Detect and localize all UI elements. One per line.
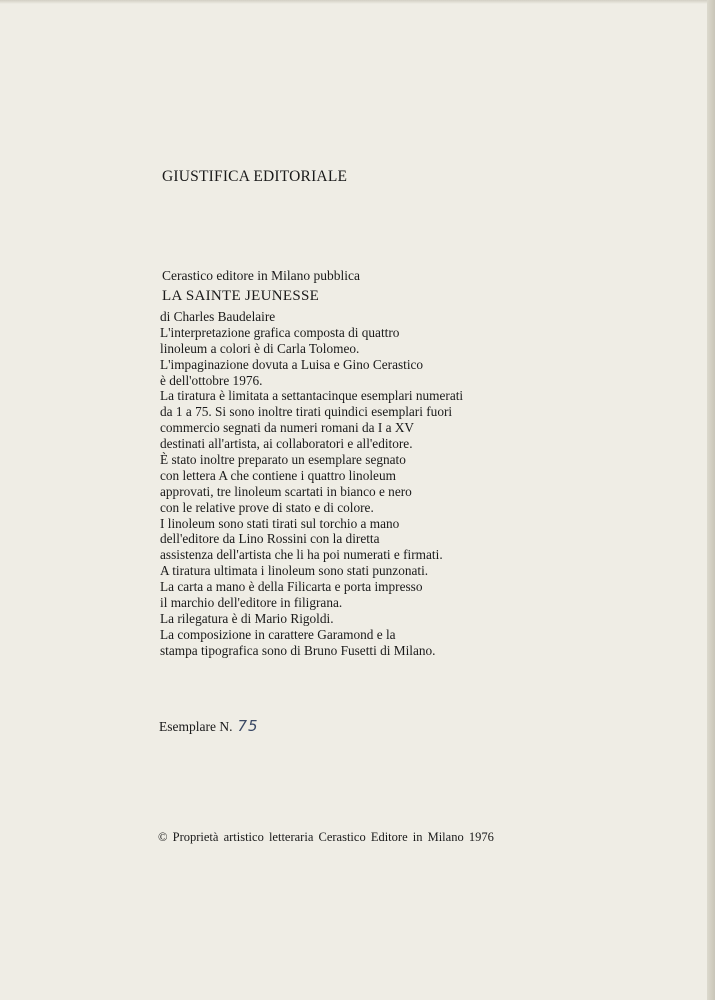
copy-number-line xyxy=(159,717,259,735)
body-line: L'impaginazione dovuta a Luisa e Gino Cerastico xyxy=(160,356,424,372)
body-line: approvati, tre linoleum scartati in bianco e nero xyxy=(160,483,412,499)
page-right-edge xyxy=(707,0,715,1000)
body-line: La carta a mano è della Filicarta e porta impresso xyxy=(160,579,423,595)
body-line: La rilegatura è di Mario Rigoldi. xyxy=(160,610,334,626)
body-line: da 1 a 75. Si sono inoltre tirati quindici esemplari fuori xyxy=(160,404,453,420)
publisher-line: Cerastico editore in Milano pubblica xyxy=(162,268,360,283)
body-line: dell'editore da Lino Rossini con la diretta xyxy=(160,531,380,547)
copy-number-label: Esemplare N. xyxy=(159,719,233,734)
body-line: il marchio dell'editore in filigrana. xyxy=(160,595,343,611)
body-line: I linoleum sono stati tirati sul torchio a mano xyxy=(160,515,400,531)
body-line: commercio segnati da numeri romani da I a XV xyxy=(160,420,415,436)
colophon-body xyxy=(160,309,463,659)
body-line: destinati all'artista, ai collaboratori e all'editore. xyxy=(160,436,413,452)
copyright-notice: © Proprietà artistico letteraria Cerastico Editore in Milano 1976 xyxy=(158,830,494,844)
page-top-edge xyxy=(0,0,707,4)
body-line: assistenza dell'artista che li ha poi numerati e firmati. xyxy=(160,547,443,563)
handwritten-copy-number: 75 xyxy=(237,717,259,735)
body-line: di Charles Baudelaire xyxy=(160,309,276,324)
colophon-heading: GIUSTIFICA EDITORIALE xyxy=(162,168,348,185)
body-line: con le relative prove di stato e di colore. xyxy=(160,499,374,515)
body-line: È stato inoltre preparato un esemplare segnato xyxy=(160,452,406,468)
body-line: stampa tipografica sono di Bruno Fusetti di Milano. xyxy=(160,642,436,658)
body-line: linoleum a colori è di Carla Tolomeo. xyxy=(160,340,360,356)
book-title: LA SAINTE JEUNESSE xyxy=(162,288,320,304)
body-line: La tiratura è limitata a settantacinque esemplari numerati xyxy=(160,388,464,404)
body-line: con lettera A che contiene i quattro linoleum xyxy=(160,467,396,483)
body-line: è dell'ottobre 1976. xyxy=(160,372,263,388)
body-line: A tiratura ultimata i linoleum sono stati punzonati. xyxy=(160,563,429,579)
body-line: L'interpretazione grafica composta di quattro xyxy=(160,324,400,340)
body-line: La composizione in carattere Garamond e la xyxy=(160,626,396,642)
